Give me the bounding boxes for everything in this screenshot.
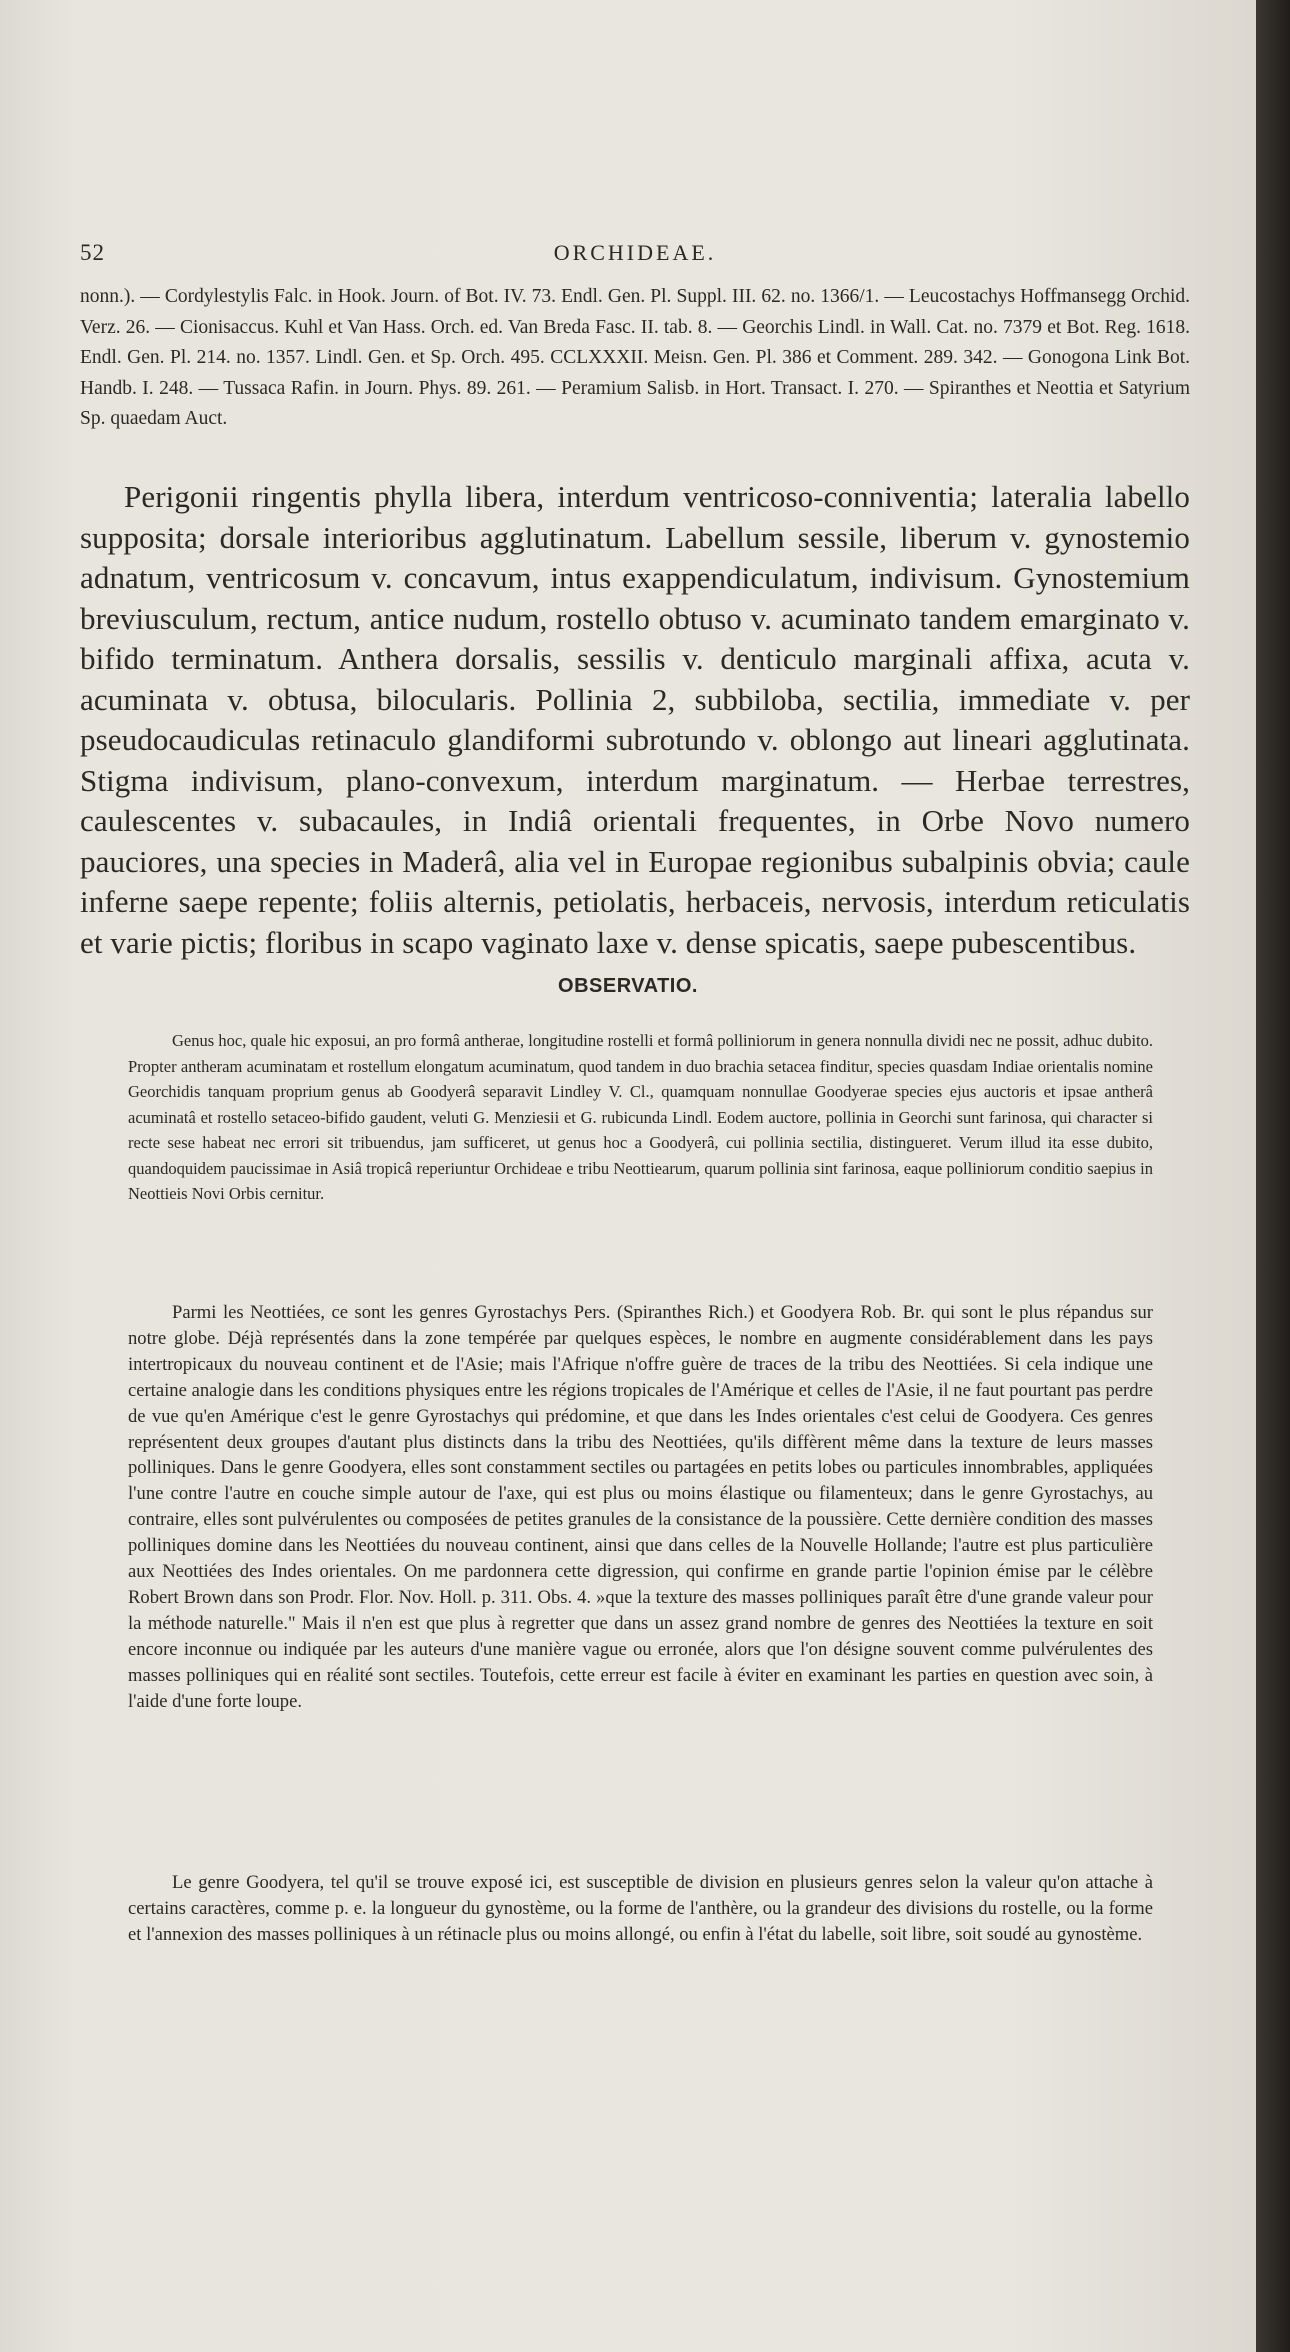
french-note-paragraph-1: Parmi les Neottiées, ce sont les genres Gyrostachys Pers. (Spiranthes Rich.) et Goodyera Rob. Br. qui sont le plus répandus sur notre globe. Déjà représentés dans la zone tempérée par quelques espèces, le nombre en augmente considérablement dans les pays intertropicaux du nouveau continent et de l'Asie; mais l'Afrique n'offre guère de traces de la tribu des Neottiées. Si cela indique une certaine analogie dans les conditions physiques entre les régions tropicales de l'Amérique et celles de l'Asie, il ne faut pourtant pas perdre de vue qu'en Amérique c'est le genre Gyrostachys qui prédomine, et que dans les Indes orientales c'est celui de Goodyera. Ces genres représentent deux groupes d'autant plus distincts dans la tribu des Neottiées, qu'ils diffèrent même dans la texture de leurs masses polliniques. Dans le genre Goodyera, elles sont constamment sectiles ou partagées en petits lobes ou particules innombrables, appliquées l'une contre l'autre en couche simple autour de l'axe, qui est plus ou moins élastique ou filamenteux; dans le genre Gyrostachys, au contraire, elles sont pulvérulentes ou composées de petites granules de la consistance de la poussière. Cette dernière condition des masses polliniques domine dans les Neottiées du nouveau continent, ainsi que dans celles de la Nouvelle Hollande; l'autre est plus particulière aux Neottiées des Indes orientales. On me pardonnera cette digression, qui confirme en grande partie l'opinion émise par le célèbre Robert Brown dans son Prodr. Flor. Nov. Holl. p. 311. Obs. 4. »que la texture des masses polliniques paraît être d'une grande valeur pour la méthode naturelle." Mais il n'en est que plus à regretter que dans un assez grand nombre de genres des Neottiées la texture en soit encore inconnue ou indiquée par les auteurs d'une manière vague ou erronée, alors que l'on désigne souvent comme pulvérulentes des masses polliniques qui en réalité sont sectiles. Toutefois, cette erreur est facile à éviter en examinant les parties en question avec soin, à l'aide d'une forte loupe.: [128, 1302, 1153, 1712]
page-number: 52: [80, 240, 105, 265]
observatio-text: Genus hoc, quale hic exposui, an pro formâ antherae, longitudine rostelli et formâ polliniorum in genera nonnulla dividi nec ne possit, adhuc dubito. Propter antheram acuminatam et rostellum elongatum acuminatum, quod tandem in duo brachia setacea finditur, species quasdam Indiae orientalis nomine Georchidis tanquam proprium genus ab Goodyerâ separavit Lindley V. Cl., quamquam nonnullae Goodyerae species ejus auctoris et ipsae antherâ acuminatâ et rostello setaceo-bifido gaudent, veluti G. Menziesii et G. rubicunda Lindl. Eodem auctore, pollinia in Georchi sunt farinosa, qui character si recte sese habeat nec errori sit tribuendus, jam sufficeret, ut genus hoc a Goodyerâ, cui pollinia sectilia, distingueret. Verum illud ita esse dubito, quandoquidem paucissimae in Asiâ tropicâ reperiuntur Orchideae e tribu Neottiearum, quarum pollinia sint farinosa, eaque polliniorum conditio saepius in Neottieis Novi Orbis cernitur.: [128, 1031, 1153, 1203]
page-edge-shadow: [1256, 0, 1290, 2352]
synonymy-paragraph: nonn.). — Cordylestylis Falc. in Hook. Journ. of Bot. IV. 73. Endl. Gen. Pl. Suppl. III. 62. no. 1366/1. — Leucostachys Hoffmansegg Orchid. Verz. 26. — Cionisaccus. Kuhl et Van Hass. Orch. ed. Van Breda Fasc. II. tab. 8. — Georchis Lindl. in Wall. Cat. no. 7379 et Bot. Reg. 1618. Endl. Gen. Pl. 214. no. 1357. Lindl. Gen. et Sp. Orch. 495. CCLXXXII. Meisn. Gen. Pl. 386 et Comment. 289. 342. — Gonogona Link Bot. Handb. I. 248. — Tussaca Rafin. in Journ. Phys. 89. 261. — Peramium Salisb. in Hort. Transact. I. 270. — Spiranthes et Neottia et Satyrium Sp. quaedam Auct.: [80, 286, 1190, 429]
genus-description: Perigonii ringentis phylla libera, interdum ventricoso-conniventia; lateralia labello supposita; dorsale interioribus agglutinatum. Labellum sessile, liberum v. gynostemio adnatum, ventricosum v. concavum, intus exappendiculatum, indivisum. Gynostemium breviusculum, rectum, antice nudum, rostello obtuso v. acuminato tandem emarginato v. bifido terminatum. Anthera dorsalis, sessilis v. denticulo marginali affixa, acuta v. acuminata v. obtusa, bilocularis. Pollinia 2, subbiloba, sectilia, immediate v. per pseudocaudiculas retinaculo glandiformi subrotundo v. oblongo aut lineari agglutinata. Stigma indivisum, plano-convexum, interdum marginatum. — Herbae terrestres, caulescentes v. subacaules, in Indiâ orientali frequentes, in Orbe Novo numero pauciores, una species in Maderâ, alia vel in Europae regionibus subalpinis obvia; caule inferne saepe repente; foliis alternis, petiolatis, herbaceis, nervosis, interdum reticulatis et varie pictis; floribus in scapo vaginato laxe v. dense spicatis, saepe pubescentibus.: [80, 479, 1190, 960]
french-note-paragraph-2: Le genre Goodyera, tel qu'il se trouve exposé ici, est susceptible de division en plusieurs genres selon la valeur qu'on attache à certains caractères, comme p. e. la longueur du gynostème, ou la forme de l'anthère, ou la grandeur des divisions du rostelle, ou la forme et l'annexion des masses polliniques à un rétinacle plus ou moins allongé, ou enfin à l'état du labelle, soit libre, soit soudé au gynostème.: [128, 1872, 1153, 1945]
observatio-heading: OBSERVATIO.: [558, 975, 698, 997]
running-head: [80, 240, 1190, 270]
page-title: ORCHIDEAE.: [553, 240, 717, 265]
